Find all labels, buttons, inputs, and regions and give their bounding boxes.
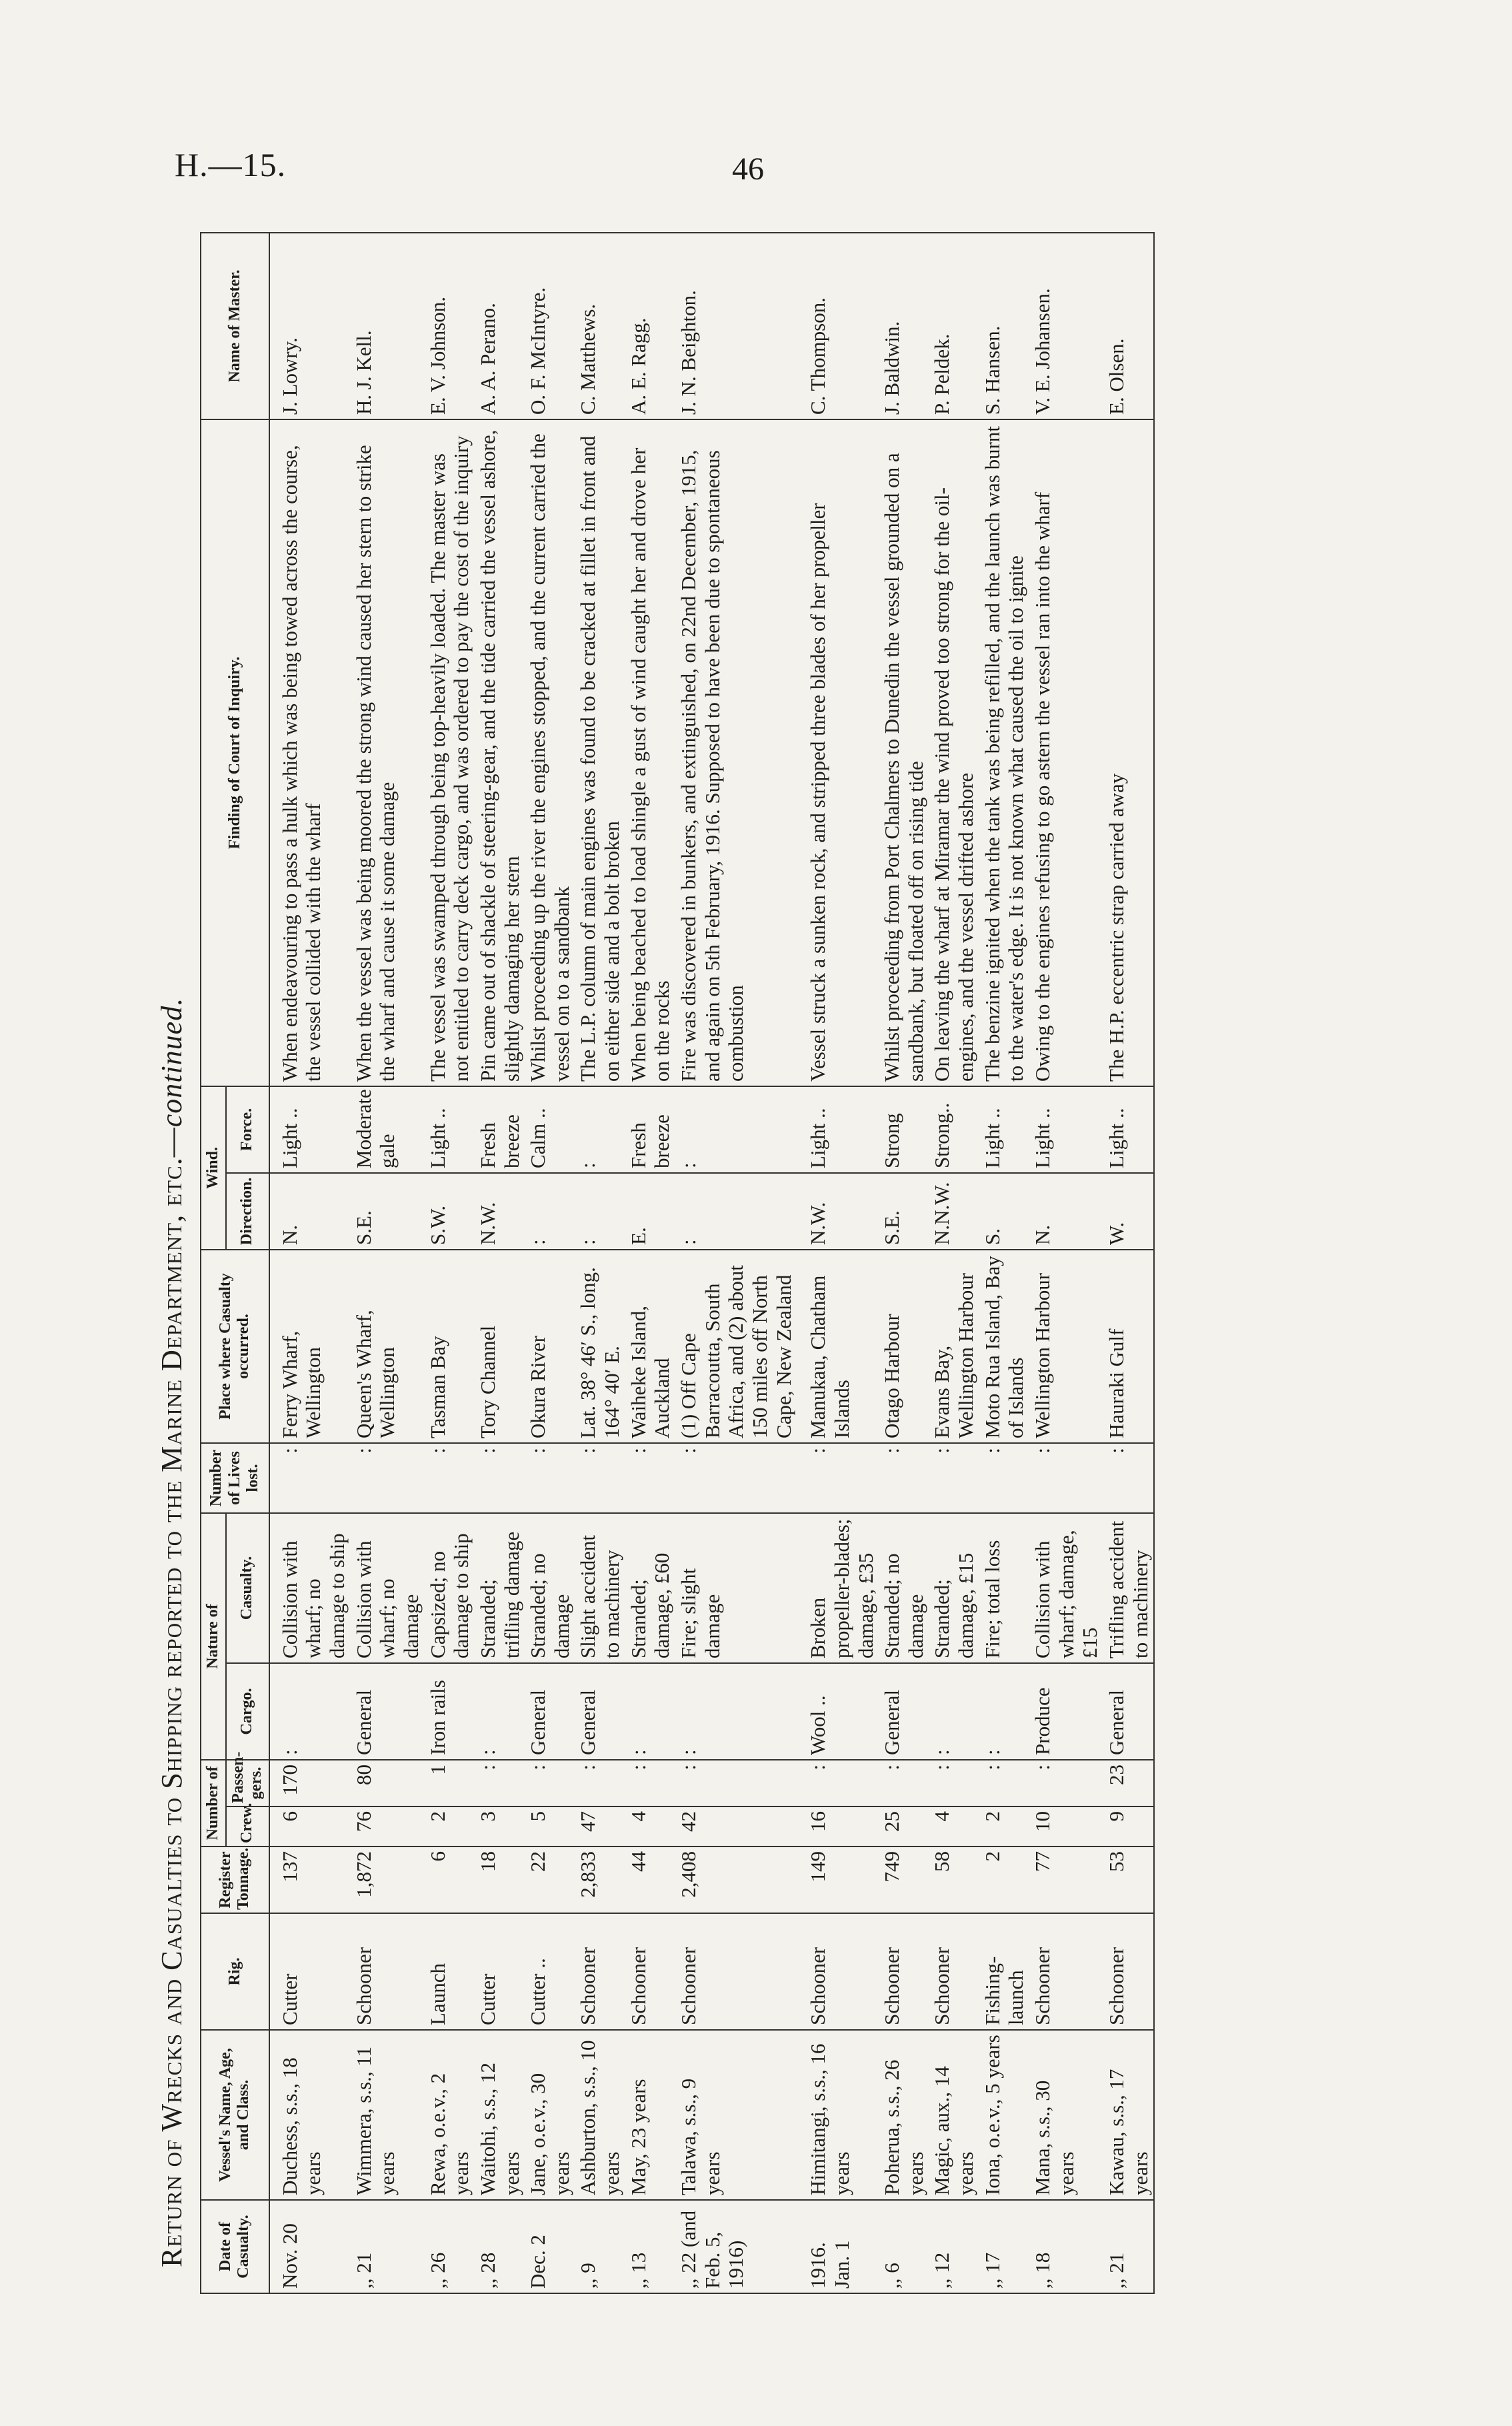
rig-cell: Schooner	[1029, 1913, 1103, 2030]
force-cell: Light ..	[1103, 1086, 1154, 1173]
finding-cell: When endeavouring to pass a hulk which was being towed across the course, the vessel collided with the wharf	[269, 419, 351, 1086]
direction-cell: N.	[1029, 1173, 1103, 1250]
place-cell: Evans Bay, Wellington Harbour	[929, 1250, 979, 1443]
crew-cell: 16	[797, 1806, 879, 1847]
place-cell: Otago Harbour	[879, 1250, 929, 1443]
rig-cell: Cutter	[269, 1913, 351, 2030]
finding-cell: On leaving the wharf at Miramar the wind proved too strong for the oil-engines, and the vessel drifted ashore	[929, 419, 979, 1086]
crew-cell: 4	[929, 1806, 979, 1847]
direction-cell: :	[675, 1173, 797, 1250]
master-cell: E. Olsen.	[1103, 233, 1154, 419]
date-cell: ,, 17	[979, 2200, 1029, 2293]
place-cell: (1) Off Cape Barracoutta, South Africa, and (2) about 150 miles off North Cape, New Zealand	[675, 1250, 797, 1443]
rig-cell: Schooner	[575, 1913, 625, 2030]
finding-cell: The benzine ignited when the tank was being refilled, and the launch was burnt to the water's edge. It is not known what caused the oil to ignite	[979, 419, 1029, 1086]
master-cell: O. F. McIntyre.	[525, 233, 575, 419]
place-cell: Hauraki Gulf	[1103, 1250, 1154, 1443]
tonnage-cell: 44	[625, 1847, 675, 1913]
force-cell: Strong..	[929, 1086, 979, 1173]
cargo-cell: :	[625, 1663, 675, 1760]
rig-cell: Schooner	[625, 1913, 675, 2030]
place-cell: Lat. 38° 46′ S., long. 164° 40′ E.	[575, 1250, 625, 1443]
passengers-cell: :	[475, 1760, 525, 1806]
vessel-cell: Wimmera, s.s., 11 years	[351, 2030, 425, 2200]
tonnage-cell: 22	[525, 1847, 575, 1913]
direction-cell: N.N.W.	[929, 1173, 979, 1250]
place-cell: Queen's Wharf, Wellington	[351, 1250, 425, 1443]
vessel-cell: Kawau, s.s., 17 years	[1103, 2030, 1154, 2200]
date-cell: ,, 12	[929, 2200, 979, 2293]
date-cell: ,, 28	[475, 2200, 525, 2293]
date-cell: ,, 21	[351, 2200, 425, 2293]
rig-cell: Launch	[425, 1913, 475, 2030]
tonnage-cell: 77	[1029, 1847, 1103, 1913]
col-master: Name of Master.	[201, 233, 269, 419]
date-value: Jan. 1	[829, 2240, 853, 2289]
crew-cell: 10	[1029, 1806, 1103, 1847]
casualty-cell: Stranded; damage, £60	[625, 1513, 675, 1663]
table-row	[879, 233, 929, 2293]
master-cell: E. V. Johnson.	[425, 233, 475, 419]
rig-cell: Schooner	[797, 1913, 879, 2030]
direction-cell: S.W.	[425, 1173, 475, 1250]
direction-cell: S.	[979, 1173, 1029, 1250]
casualty-cell: Trifling accident to machinery	[1103, 1513, 1154, 1663]
crew-cell: 4	[625, 1806, 675, 1847]
vessel-cell: Waitohi, s.s., 12 years	[475, 2030, 525, 2200]
crew-cell: 42	[675, 1806, 797, 1847]
casualty-table	[200, 232, 1155, 2294]
finding-cell: Owing to the engines refusing to go astern the vessel ran into the wharf	[1029, 419, 1103, 1086]
crew-cell: 47	[575, 1806, 625, 1847]
year-label: 1916.	[806, 2242, 830, 2289]
direction-cell: E.	[625, 1173, 675, 1250]
crew-cell: 3	[475, 1806, 525, 1847]
rig-cell: Schooner	[879, 1913, 929, 2030]
lives-cell: :	[475, 1443, 525, 1513]
passengers-cell: 80	[351, 1760, 425, 1806]
passengers-cell: 170	[269, 1760, 351, 1806]
casualty-cell: Fire; total loss	[979, 1513, 1029, 1663]
lives-cell: :	[625, 1443, 675, 1513]
col-vessel: Vessel's Name, Age, and Class.	[201, 2030, 269, 2200]
table-row	[475, 233, 525, 2293]
tonnage-cell: 58	[929, 1847, 979, 1913]
vessel-cell: Magic, aux., 14 years	[929, 2030, 979, 2200]
page-title	[155, 467, 189, 2267]
col-cargo: Cargo.	[226, 1663, 269, 1760]
table-row	[929, 233, 979, 2293]
rig-cell: Cutter ..	[525, 1913, 575, 2030]
col-number-of: Number of	[201, 1760, 226, 1847]
date-cell: ,, 21	[1103, 2200, 1154, 2293]
place-cell: Manukau, Chatham Islands	[797, 1250, 879, 1443]
lives-cell: :	[575, 1443, 625, 1513]
col-force: Force.	[226, 1086, 269, 1173]
force-cell: Light ..	[425, 1086, 475, 1173]
force-cell: Light ..	[269, 1086, 351, 1173]
cargo-cell: General	[351, 1663, 425, 1760]
date-cell: Dec. 2	[525, 2200, 575, 2293]
col-lives: Number of Lives lost.	[201, 1443, 269, 1513]
force-cell: Strong	[879, 1086, 929, 1173]
cargo-cell: Produce	[1029, 1663, 1103, 1760]
finding-cell: The vessel was swamped through being top-heavily loaded. The master was not entitled to carry deck cargo, and was ordered to pay the cost of the inquiry	[425, 419, 475, 1086]
place-cell: Moto Rua Island, Bay of Islands	[979, 1250, 1029, 1443]
casualty-cell: Capsized; no damage to ship	[425, 1513, 475, 1663]
col-casualty: Casualty.	[226, 1513, 269, 1663]
rig-cell: Schooner	[675, 1913, 797, 2030]
table-row	[797, 233, 879, 2293]
master-cell: S. Hansen.	[979, 233, 1029, 419]
passengers-cell: :	[675, 1760, 797, 1806]
date-cell: ,, 18	[1029, 2200, 1103, 2293]
col-crew: Crew.	[226, 1806, 269, 1847]
table-row	[1103, 233, 1154, 2293]
table-row	[351, 233, 425, 2293]
lives-cell: :	[1103, 1443, 1154, 1513]
vessel-cell: Jane, o.e.v., 30 years	[525, 2030, 575, 2200]
lives-cell: :	[351, 1443, 425, 1513]
direction-cell: N.W.	[797, 1173, 879, 1250]
rig-cell: Fishing-launch	[979, 1913, 1029, 2030]
tonnage-cell: 2,833	[575, 1847, 625, 1913]
master-cell: C. Matthews.	[575, 233, 625, 419]
cargo-cell: General	[575, 1663, 625, 1760]
casualty-cell: Collision with wharf; no damage to ship	[269, 1513, 351, 1663]
lives-cell: :	[269, 1443, 351, 1513]
direction-cell: W.	[1103, 1173, 1154, 1250]
vessel-cell: Rewa, o.e.v., 2 years	[425, 2030, 475, 2200]
direction-cell: S.E.	[351, 1173, 425, 1250]
table-row	[425, 233, 475, 2293]
col-wind: Wind.	[201, 1086, 226, 1250]
vessel-cell: Duchess, s.s., 18 years	[269, 2030, 351, 2200]
crew-cell: 2	[425, 1806, 475, 1847]
direction-cell: N.W.	[475, 1173, 525, 1250]
date-cell: ,, 6	[879, 2200, 929, 2293]
master-cell: P. Peldek.	[929, 233, 979, 419]
finding-cell: Pin came out of shackle of steering-gear, and the tide carried the vessel ashore, slightly damaging her stern	[475, 419, 525, 1086]
finding-cell: Vessel struck a sunken rock, and stripped three blades of her propeller	[797, 419, 879, 1086]
rig-cell: Schooner	[929, 1913, 979, 2030]
date-cell	[797, 2200, 879, 2293]
vessel-cell: Iona, o.e.v., 5 years	[979, 2030, 1029, 2200]
master-cell: H. J. Kell.	[351, 233, 425, 419]
tonnage-cell: 1,872	[351, 1847, 425, 1913]
document-code: H.—15.	[175, 146, 287, 183]
place-cell: Ferry Wharf, Wellington	[269, 1250, 351, 1443]
rig-cell: Cutter	[475, 1913, 525, 2030]
col-nature-of: Nature of	[201, 1513, 226, 1760]
cargo-cell: :	[929, 1663, 979, 1760]
casualty-cell: Stranded; damage, £15	[929, 1513, 979, 1663]
master-cell: J. N. Beighton.	[675, 233, 797, 419]
passengers-cell: 23	[1103, 1760, 1154, 1806]
casualty-cell: Stranded; no damage	[879, 1513, 929, 1663]
casualty-table-wrapper	[200, 232, 1155, 2294]
direction-cell: S.E.	[879, 1173, 929, 1250]
table-row	[675, 233, 797, 2293]
casualty-cell: Collision with wharf; no damage	[351, 1513, 425, 1663]
lives-cell: :	[797, 1443, 879, 1513]
col-place: Place where Casualty occurred.	[201, 1250, 269, 1443]
table-row	[269, 233, 351, 2293]
table-row	[575, 233, 625, 2293]
date-cell: ,, 22 (and Feb. 5, 1916)	[675, 2200, 797, 2293]
crew-cell: 76	[351, 1806, 425, 1847]
crew-cell: 25	[879, 1806, 929, 1847]
finding-cell: Whilst proceeding up the river the engines stopped, and the current carried the vessel on to a sandbank	[525, 419, 575, 1086]
table-row	[979, 233, 1029, 2293]
lives-cell: :	[425, 1443, 475, 1513]
table-row	[625, 233, 675, 2293]
direction-cell: :	[575, 1173, 625, 1250]
rig-cell: Schooner	[351, 1913, 425, 2030]
lives-cell: :	[1029, 1443, 1103, 1513]
master-cell: V. E. Johansen.	[1029, 233, 1103, 419]
finding-cell: The L.P. column of main engines was found to be cracked at fillet in front and on either side and a bolt broken	[575, 419, 625, 1086]
passengers-cell: :	[929, 1760, 979, 1806]
crew-cell: 5	[525, 1806, 575, 1847]
col-direction: Direction.	[226, 1173, 269, 1250]
casualty-rows	[269, 233, 1154, 2293]
tonnage-cell: 6	[425, 1847, 475, 1913]
master-cell: C. Thompson.	[797, 233, 879, 419]
tonnage-cell: 137	[269, 1847, 351, 1913]
lives-cell: :	[879, 1443, 929, 1513]
date-cell: ,, 26	[425, 2200, 475, 2293]
date-cell: ,, 9	[575, 2200, 625, 2293]
force-cell: :	[575, 1086, 625, 1173]
force-cell: Light ..	[1029, 1086, 1103, 1173]
master-cell: A. E. Ragg.	[625, 233, 675, 419]
col-tonnage: Register Tonnage.	[201, 1847, 269, 1913]
passengers-cell: :	[625, 1760, 675, 1806]
lives-cell: :	[929, 1443, 979, 1513]
cargo-cell: :	[475, 1663, 525, 1760]
col-passengers: Passen-gers.	[226, 1760, 269, 1806]
cargo-cell: General	[879, 1663, 929, 1760]
title-continued: continued.	[155, 997, 188, 1128]
cargo-cell: :	[979, 1663, 1029, 1760]
cargo-cell: :	[675, 1663, 797, 1760]
passengers-cell: 1	[425, 1760, 475, 1806]
casualty-cell: Stranded; trifling damage	[475, 1513, 525, 1663]
finding-cell: When the vessel was being moored the strong wind caused her stern to strike the wharf and cause it some damage	[351, 419, 425, 1086]
passengers-cell: :	[1029, 1760, 1103, 1806]
master-cell: A. A. Perano.	[475, 233, 525, 419]
table-row	[1029, 233, 1103, 2293]
vessel-cell: Mana, s.s., 30 years	[1029, 2030, 1103, 2200]
col-rig: Rig.	[201, 1913, 269, 2030]
col-date: Date of Casualty.	[201, 2200, 269, 2293]
date-cell: Nov. 20	[269, 2200, 351, 2293]
force-cell: Light ..	[979, 1086, 1029, 1173]
vessel-cell: Himitangi, s.s., 16 years	[797, 2030, 879, 2200]
rig-cell: Schooner	[1103, 1913, 1154, 2030]
casualty-cell: Stranded; no damage	[525, 1513, 575, 1663]
tonnage-cell: 749	[879, 1847, 929, 1913]
force-cell: Moderate gale	[351, 1086, 425, 1173]
casualty-cell: Slight accident to machinery	[575, 1513, 625, 1663]
master-cell: J. Lowry.	[269, 233, 351, 419]
vessel-cell: Poherua, s.s., 26 years	[879, 2030, 929, 2200]
passengers-cell: :	[879, 1760, 929, 1806]
passengers-cell: :	[979, 1760, 1029, 1806]
tonnage-cell: 149	[797, 1847, 879, 1913]
casualty-cell: Fire; slight damage	[675, 1513, 797, 1663]
force-cell: Fresh breeze	[625, 1086, 675, 1173]
lives-cell: :	[675, 1443, 797, 1513]
finding-cell: Fire was discovered in bunkers, and extinguished, on 22nd December, 1915, and again on 5th February, 1916. Supposed to have been due to spontaneous combustion	[675, 419, 797, 1086]
finding-cell: The H.P. eccentric strap carried away	[1103, 419, 1154, 1086]
direction-cell: N.	[269, 1173, 351, 1250]
tonnage-cell: 53	[1103, 1847, 1154, 1913]
table-row	[525, 233, 575, 2293]
crew-cell: 9	[1103, 1806, 1154, 1847]
place-cell: Tory Channel	[475, 1250, 525, 1443]
place-cell: Okura River	[525, 1250, 575, 1443]
force-cell: Calm ..	[525, 1086, 575, 1173]
date-cell: ,, 13	[625, 2200, 675, 2293]
col-finding: Finding of Court of Inquiry.	[201, 419, 269, 1086]
casualty-cell: Collision with wharf; damage, £15	[1029, 1513, 1103, 1663]
force-cell: :	[675, 1086, 797, 1173]
cargo-cell: Iron rails	[425, 1663, 475, 1760]
cargo-cell: Wool ..	[797, 1663, 879, 1760]
casualty-cell: Broken propeller-blades; damage, £35	[797, 1513, 879, 1663]
place-cell: Wellington Harbour	[1029, 1250, 1103, 1443]
vessel-cell: May, 23 years	[625, 2030, 675, 2200]
cargo-cell: :	[269, 1663, 351, 1760]
direction-cell: :	[525, 1173, 575, 1250]
place-cell: Tasman Bay	[425, 1250, 475, 1443]
title-main: Return of Wrecks and Casualties to Shipping reported to the Marine Department, etc.—	[155, 1127, 188, 2267]
vessel-cell: Ashburton, s.s., 10 years	[575, 2030, 625, 2200]
master-cell: J. Baldwin.	[879, 233, 929, 419]
finding-cell: Whilst proceeding from Port Chalmers to Dunedin the vessel grounded on a sandbank, but floated off on rising tide	[879, 419, 929, 1086]
force-cell: Fresh breeze	[475, 1086, 525, 1173]
lives-cell: :	[979, 1443, 1029, 1513]
tonnage-cell: 2,408	[675, 1847, 797, 1913]
finding-cell: When being beached to load shingle a gust of wind caught her and drove her on the rocks	[625, 419, 675, 1086]
force-cell: Light ..	[797, 1086, 879, 1173]
place-cell: Waiheke Island, Auckland	[625, 1250, 675, 1443]
lives-cell: :	[525, 1443, 575, 1513]
crew-cell: 6	[269, 1806, 351, 1847]
page-number: 46	[732, 151, 764, 187]
cargo-cell: General	[525, 1663, 575, 1760]
cargo-cell: General	[1103, 1663, 1154, 1760]
tonnage-cell: 18	[475, 1847, 525, 1913]
tonnage-cell: 2	[979, 1847, 1029, 1913]
passengers-cell: :	[575, 1760, 625, 1806]
crew-cell: 2	[979, 1806, 1029, 1847]
passengers-cell: :	[525, 1760, 575, 1806]
vessel-cell: Talawa, s.s., 9 years	[675, 2030, 797, 2200]
passengers-cell: :	[797, 1760, 879, 1806]
